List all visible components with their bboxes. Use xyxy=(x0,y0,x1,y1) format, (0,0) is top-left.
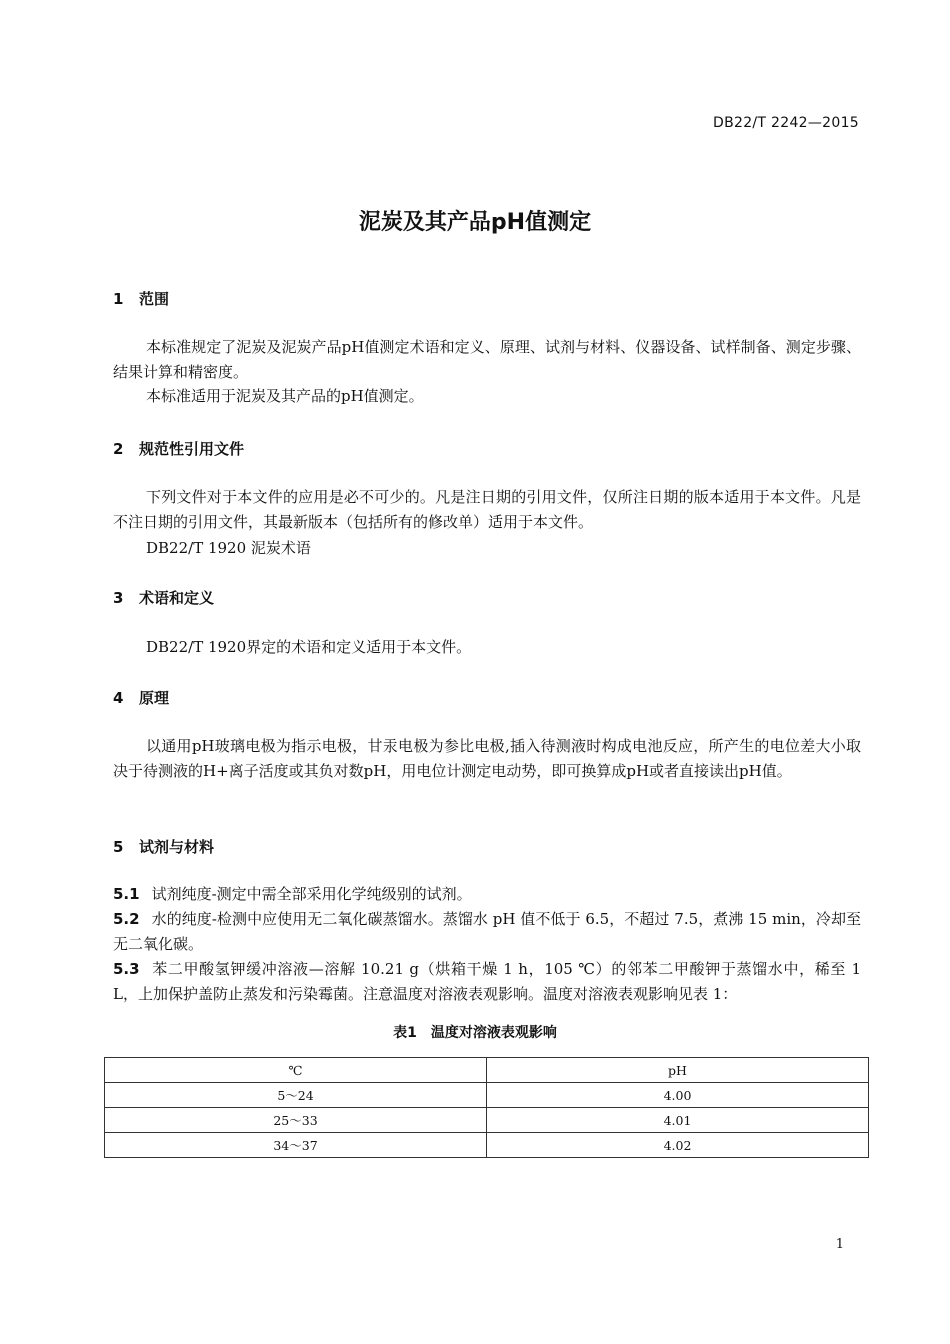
section-1-para-2: 本标准适用于泥炭及其产品的pH值测定。 xyxy=(146,387,424,405)
section-heading-1: 1 范围 xyxy=(113,290,170,308)
table-cell: 5～24 xyxy=(105,1083,487,1108)
section-heading-4: 4 原理 xyxy=(113,689,170,707)
section-heading-3: 3 术语和定义 xyxy=(113,589,215,607)
page-title: 泥炭及其产品pH值测定 xyxy=(358,210,592,235)
table-row xyxy=(105,1108,869,1133)
section-heading-2: 2 规范性引用文件 xyxy=(113,440,245,458)
table-header-cell: ℃ xyxy=(105,1058,487,1083)
clause-5-3: 5.3 苯二甲酸氢钾缓冲溶液—溶解 10.21 g（烘箱干燥 1 h，105 ℃）的邻苯二甲酸钾于蒸馏水中，稀至 1 L，上加保护盖防止蒸发和污染霉菌。注意温度对溶液表观影响。温度对溶液表观影响见表 1： xyxy=(113,960,861,1003)
section-2-para-1: 下列文件对于本文件的应用是必不可少的。凡是注日期的引用文件，仅所注日期的版本适用于本文件。凡是不注日期的引用文件，其最新版本（包括所有的修改单）适用于本文件。 xyxy=(113,488,861,531)
table-cell: 34～37 xyxy=(105,1133,487,1158)
temperature-ph-table xyxy=(104,1057,869,1158)
page-number: 1 xyxy=(835,1237,844,1252)
section-heading-5: 5 试剂与材料 xyxy=(113,838,215,856)
clause-5-1: 5.1 试剂纯度-测定中需全部采用化学纯级别的试剂。 xyxy=(113,885,472,903)
table-header-cell: pH xyxy=(487,1058,869,1083)
table-header-row xyxy=(105,1058,869,1083)
table-cell: 4.02 xyxy=(487,1133,869,1158)
table-cell: 4.00 xyxy=(487,1083,869,1108)
section-3-para-1: DB22/T 1920界定的术语和定义适用于本文件。 xyxy=(146,638,472,656)
table-cell: 25～33 xyxy=(105,1108,487,1133)
table-row xyxy=(105,1133,869,1158)
section-4-para-1: 以通用pH玻璃电极为指示电极，甘汞电极为参比电极,插入待测液时构成电池反应，所产生的电位差大小取决于待测液的H+离子活度或其负对数pH，用电位计测定电动势，即可换算成pH或者直接读出pH值。 xyxy=(113,737,861,780)
section-1-para-1: 本标准规定了泥炭及泥炭产品pH值测定术语和定义、原理、试剂与材料、仪器设备、试样制备、测定步骤、结果计算和精密度。 xyxy=(113,338,861,381)
table-caption: 表1 温度对溶液表观影响 xyxy=(393,1025,557,1041)
table-cell: 4.01 xyxy=(487,1108,869,1133)
table-row xyxy=(105,1083,869,1108)
normative-reference: DB22/T 1920 泥炭术语 xyxy=(146,539,311,557)
document-code: DB22/T 2242—2015 xyxy=(713,115,859,131)
clause-5-2: 5.2 水的纯度-检测中应使用无二氧化碳蒸馏水。蒸馏水 pH 值不低于 6.5，不超过 7.5，煮沸 15 min，冷却至无二氧化碳。 xyxy=(113,910,861,953)
